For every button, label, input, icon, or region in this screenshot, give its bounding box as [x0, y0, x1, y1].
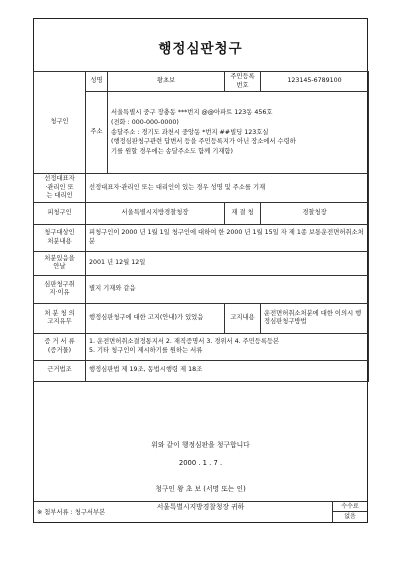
known-date-label: 처분있음을 안날: [34, 251, 86, 275]
adjudicator-value: 경찰청장: [261, 202, 369, 224]
adjudicator-label: 재 결 청: [225, 202, 261, 224]
respondent-label: 피청구인: [34, 202, 86, 224]
filing-date: 2000 . 1 . 7 .: [178, 459, 223, 467]
notice-content-value: 운전면허취소처분에 대한 이의시 행정심판청구방법: [261, 303, 369, 333]
disposition-value: 피청구인이 2000 년 1월 1일 청구인에 대하여 한 2000 년 1월 15일 자 제 1종 보통운전면허취소처분: [86, 224, 369, 251]
notice-label: 처 분 청 의 고지유무: [34, 303, 86, 333]
name-value: 왕초보: [108, 72, 225, 92]
notice-value: 행정심판청구에 대한 고지(안내)가 있었음: [86, 303, 225, 333]
address-line: (전화 : 000-000-0000): [111, 118, 179, 126]
evidence-line: 1. 운전면허취소결정통지서 2. 재직증명서 3. 경위서 4. 주민등록등본: [89, 338, 280, 345]
fee-label: 수수료: [333, 502, 367, 512]
appeal-form: [33, 18, 368, 523]
address-label: 주소: [86, 92, 108, 174]
attachment-note: ※ 첨부서류 : 청구서부본: [37, 509, 106, 516]
disposition-label: 청구대상인 처분내용: [34, 224, 86, 251]
footer-divider: [34, 501, 367, 502]
respondent-value: 서울특별시지방경찰청장: [86, 202, 225, 224]
id-value: 123145-6789100: [261, 72, 369, 92]
form-table: [33, 71, 369, 382]
addressee: 서울특별시지방경찰청장 귀하: [156, 503, 245, 511]
address-value: [108, 92, 369, 174]
name-label: 성명: [86, 72, 108, 92]
form-title: 행정심판청구: [158, 41, 243, 57]
claimant-label: 청구인: [34, 72, 86, 174]
known-date-value: 2001 년 12월 12일: [86, 251, 369, 275]
representative-value: 선정대표자·관리인 또는 대리인이 있는 경우 성명 및 주소를 기재: [86, 174, 369, 203]
fee-value: 없음: [344, 513, 356, 520]
purpose-value: 별지 기재와 같음: [86, 275, 369, 303]
evidence-label: 증 거 서 류 (증거물): [34, 333, 86, 360]
legal-basis-value: 행정심판법 제 19조, 동법시행령 제 18조: [86, 360, 369, 381]
address-line: 기를 원할 경우에는 송달주소도 함께 기재함): [111, 148, 233, 156]
declaration: 위와 같이 행정심판을 청구합니다: [151, 441, 250, 449]
evidence-value: [86, 333, 369, 360]
evidence-line: 5. 기타 청구인이 제시하기를 원하는 서류: [89, 346, 203, 354]
purpose-label: 심판청구취 지·이유: [34, 275, 86, 303]
representative-label: 선정대표자 ·관리인 또 는 대리인: [34, 174, 86, 203]
legal-basis-label: 근거법조: [34, 360, 86, 381]
id-label: 주민등록번호: [225, 72, 261, 92]
address-line: (행정심판청구관련 답변서 등을 주민등록지가 아닌 장소에서 수령하: [111, 138, 296, 146]
signature-line: 청구인 왕 초 보 (서명 또는 인): [155, 485, 246, 493]
fee-box: [332, 502, 367, 522]
address-line: 서울특별시 중구 장충동 ***번지 @@아파트 123동 456호: [111, 109, 273, 117]
notice-content-label: 고지내용: [225, 303, 261, 333]
address-line: 송달주소 : 경기도 과천시 중앙동 *번지 ##빌딩 123호실: [111, 128, 269, 136]
